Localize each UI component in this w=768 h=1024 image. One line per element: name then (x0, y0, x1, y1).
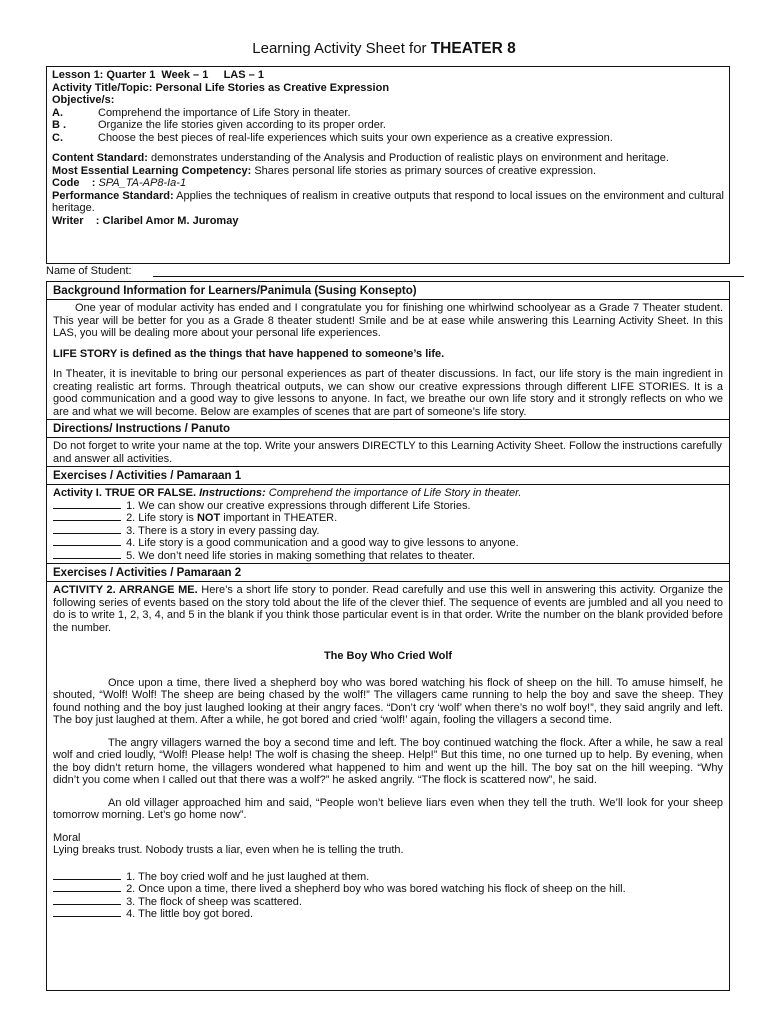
tf-item (53, 512, 723, 525)
performance-standard (52, 190, 724, 215)
answer-blank[interactable] (53, 512, 121, 521)
answer-blank[interactable] (53, 525, 121, 534)
objective-c (52, 132, 724, 145)
objective-text: Organize the life stories given according to its proper order. (98, 119, 386, 131)
tf-item-text: 3. There is a story in every passing day. (126, 524, 320, 537)
order-item-text: 3. The flock of sheep was scattered. (126, 895, 302, 908)
answer-blank[interactable] (53, 871, 121, 880)
objective-a (52, 107, 724, 120)
directions-heading: Directions/ Instructions / Panuto (47, 420, 729, 438)
tf-item-text: 5. We don’t need life stories in making something that relates to theater. (126, 549, 476, 562)
melc-text: Shares personal life stories as primary sources of creative expression. (251, 164, 597, 177)
activity2-text: Here’s a short life story to ponder. Read carefully and use this well in answering this activity. Organize the following series of events based on the story told about the life of the clever thief. The sequence of events are jumbled and all you need to do is to write 1, 2, 3, 4, and 5 in the blank if you think those particular event is in that order. Write the number on the blank provided before the number. (53, 584, 723, 634)
student-name-label: Name of Student: (46, 265, 132, 277)
tf-item (53, 500, 723, 513)
life-story-definition: LIFE STORY is defined as the things that have happened to someone’s life. (53, 347, 445, 360)
objective-text: Choose the best pieces of real-life experiences which suits your own experience as a creative expression. (98, 131, 613, 144)
order-item (53, 871, 723, 884)
activity1-label: Activity I. TRUE OR FALSE. (53, 487, 200, 499)
answer-blank[interactable] (53, 500, 121, 509)
objective-b (52, 119, 724, 132)
answer-blank[interactable] (53, 537, 121, 546)
order-item-text: 1. The boy cried wolf and he just laughed at them. (126, 870, 370, 883)
directions-text: Do not forget to write your name at the top. Write your answers DIRECTLY to this Learning Activity Sheet. Follow the instructions carefully and answer all activities. (47, 438, 729, 467)
instructions-label: Instructions: (199, 487, 266, 499)
title-subject: THEATER 8 (430, 40, 516, 57)
tf-item-text: 1. We can show our creative expressions through different Life Stories. (126, 499, 471, 512)
order-item-text: 2. Once upon a time, there lived a shepherd boy who was bored watching his flock of sheep on the hill. (126, 883, 626, 895)
student-name-field[interactable] (153, 276, 744, 277)
tf-item-text: 4. Life story is a good communication and a good way to give lessons to anyone. (126, 537, 519, 549)
background-heading: Background Information for Learners/Panimula (Susing Konsepto) (47, 282, 729, 300)
writer: Writer : Claribel Amor M. Juromay (52, 214, 239, 227)
code (52, 177, 724, 190)
code-label: Code : (52, 177, 99, 189)
student-name-row (46, 264, 730, 278)
exercise2-heading: Exercises / Activities / Pamaraan 2 (47, 564, 729, 582)
exercise1-section (47, 485, 729, 564)
tf-item-text: important in THEATER. (220, 512, 338, 524)
melc-label: Most Essential Learning Competency: (52, 164, 252, 177)
activity-title: Activity Title/Topic: Personal Life Stories as Creative Expression (52, 81, 390, 94)
order-item (53, 908, 723, 921)
order-item (53, 896, 723, 909)
exercise1-heading: Exercises / Activities / Pamaraan 1 (47, 467, 729, 485)
moral-label: Moral (53, 831, 81, 844)
objectives-label: Objective/s: (52, 94, 115, 106)
answer-blank[interactable] (53, 883, 121, 892)
activity2-label: ACTIVITY 2. ARRANGE ME. (53, 584, 198, 596)
lesson-line: Lesson 1: Quarter 1 Week – 1 LAS – 1 (52, 69, 264, 81)
tf-item (53, 550, 723, 563)
story-para1: Once upon a time, there lived a shepherd boy who was bored watching his flock of sheep on the hill. To amuse himself, he shouted, “Wolf! Wolf! The sheep are being chased by the wolf!” The villagers came running to help the boy and save the sheep. They found nothing and the boy just laughed looking at their angry faces. “Don’t cry ‘wolf’ when there’s no wolf boy!”, they said angrily and left. The boy just laughed at them. After a while, he got bored and cried ‘wolf!’ again, fooling the villagers a second time. (53, 676, 723, 726)
objective-letter: B . (52, 119, 67, 131)
background-section (47, 300, 729, 420)
story-para2: The angry villagers warned the boy a second time and left. The boy continued watching the flock. After a while, he saw a real wolf and cried loudly, “Wolf! Please help! The wolf is chasing the sheep. Help!” But this time, no one turned up to help. By evening, when the boy didn’t return home, the villagers wondered what happened to him and went up the hill. The boy sat on the hill weeping. “Why didn’t you come when I called out that there was a wolf?” he asked angrily. “The flock is scattered now”, he said. (53, 736, 723, 786)
answer-blank[interactable] (53, 896, 121, 905)
exercise2-section (47, 582, 729, 922)
objective-letter: C. (52, 131, 63, 144)
story-title: The Boy Who Cried Wolf (323, 650, 453, 662)
background-para1: One year of modular activity has ended and I congratulate you for finishing one whirlwind schoolyear as a Grade 7 Theater student. This year will be better for you as a Grade 8 theater student! Smile and be at ease while answering this Learning Activity Sheet. In this LAS, you will be dealing more about your personal life experiences. (53, 302, 723, 339)
title-prefix: Learning Activity Sheet for (252, 40, 431, 57)
activity-box (46, 281, 730, 991)
answer-blank[interactable] (53, 550, 121, 559)
performance-text: Applies the techniques of realism in creative outputs that respond to local issues on the environment and cultural heritage. (52, 189, 724, 214)
page-title (0, 40, 768, 58)
background-para2: In Theater, it is inevitable to bring our personal experiences as part of theater discussions. In fact, our life story is the main ingredient in creating realistic art forms. Through theatrical outputs, we can show our creative expressions through different LIFE STORIES. It is a good communication and a good way to give lessons to anyone. In fact, we breathe our own life story and it strongly reflects on who we are and what we will become. Below are examples of scenes that are part of someone’s life story. (53, 368, 723, 418)
tf-item-emphasis: NOT (196, 512, 221, 524)
moral-text: Lying breaks trust. Nobody trusts a liar, even when he is telling the truth. (53, 844, 404, 856)
order-item-text: 4. The little boy got bored. (126, 908, 254, 920)
content-standard-text: demonstrates understanding of the Analysis and Production of realistic plays on environment and heritage. (147, 152, 669, 164)
answer-blank[interactable] (53, 908, 121, 917)
lesson-info-box (46, 66, 730, 264)
exercise1-instructions (53, 487, 723, 500)
content-standard (52, 152, 724, 165)
content-standard-label: Content Standard: (52, 152, 148, 164)
tf-item (53, 537, 723, 550)
story-para3: An old villager approached him and said, “People won’t believe liars even when they tell the truth. We’ll look for your sheep tomorrow morning. Let’s go home now”. (53, 796, 723, 821)
objective-text: Comprehend the importance of Life Story in theater. (98, 106, 351, 119)
melc (52, 165, 724, 178)
instructions-text: Comprehend the importance of Life Story in theater. (265, 487, 522, 499)
objective-letter: A. (52, 106, 63, 119)
activity2-instructions (53, 584, 723, 634)
tf-item-text: 2. Life story is (126, 512, 197, 524)
tf-item (53, 525, 723, 538)
order-item (53, 883, 723, 896)
performance-label: Performance Standard: (52, 189, 174, 202)
code-value: SPA_TA-AP8-Ia-1 (98, 177, 187, 189)
